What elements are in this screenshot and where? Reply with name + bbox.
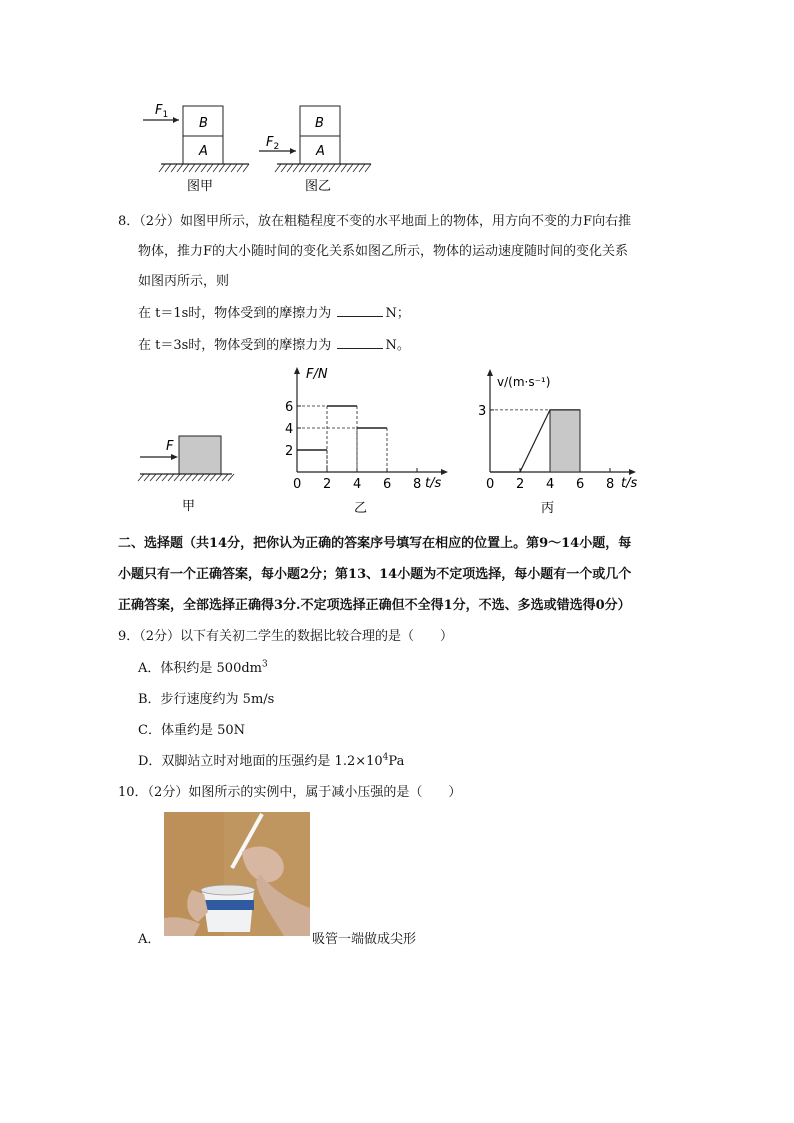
- y-tick-label-4: 4: [285, 422, 294, 437]
- section2-line3: 正确答案，全部选择正确得3分.不定项选择正确但不全得1分，不选、多选或错选得0分）: [118, 598, 631, 613]
- q9-option-d-text: D．双脚站立时对地面的压强约是 1.2×10: [138, 754, 383, 769]
- q9-option-a[interactable]: [138, 657, 268, 676]
- x-tick-label-6: 6: [383, 477, 392, 492]
- q10-option-a-label[interactable]: A．: [138, 932, 161, 947]
- x-tick-label-6: 6: [576, 477, 585, 492]
- blocks-figure: [135, 98, 385, 198]
- svg-text:A: A: [316, 144, 325, 159]
- x-axis-label: t/s: [621, 476, 638, 491]
- q9-option-c[interactable]: C．体重约是 50N: [138, 723, 245, 738]
- svg-text:A: A: [199, 144, 208, 159]
- x-tick-label-8: 8: [606, 477, 615, 492]
- q9-stem: 9．（2分）以下有关初二学生的数据比较合理的是（ ）: [118, 629, 454, 644]
- q9-option-d-sup: 4: [382, 752, 389, 763]
- x-tick-label-8: 8: [413, 477, 422, 492]
- q8-t3-prompt: 在 t＝3s时，物体受到的摩擦力为: [138, 338, 332, 353]
- q9-option-d-unit: Pa: [388, 754, 405, 769]
- x-tick-label-4: 4: [353, 477, 362, 492]
- figure-yi-blocks: [259, 106, 371, 172]
- caption-jia: 甲: [182, 499, 196, 514]
- x-tick-label-0: 0: [486, 477, 495, 492]
- y-axis-label: F/N: [306, 367, 328, 382]
- svg-text:B: B: [199, 116, 208, 131]
- q8-line4: [138, 302, 410, 321]
- straw-photo: [164, 812, 310, 936]
- q8-answer-blank-1[interactable]: [337, 306, 383, 317]
- q8-line2: 物体，推力F的大小随时间的变化关系如图乙所示，物体的运动速度随时间的变化关系: [138, 244, 629, 259]
- x-tick-label-2: 2: [323, 477, 332, 492]
- velocity-shaded-area: [550, 410, 580, 472]
- q9-option-d[interactable]: [138, 750, 404, 769]
- q8-line3: 如图丙所示，则: [138, 274, 230, 289]
- section2-line1: 二、选择题（共14分，把你认为正确的答案序号填写在相应的位置上。第9～14小题，每: [118, 536, 632, 551]
- x-tick-label-0: 0: [293, 477, 302, 492]
- figure-jia-blocks: [143, 103, 249, 172]
- q9-option-a-text: A．体积约是 500dm: [138, 661, 262, 676]
- force-f1-label: $F_1$: [155, 103, 169, 120]
- q8-t1-unit: N；: [385, 306, 410, 321]
- caption-tu-yi: 图乙: [305, 179, 332, 194]
- force-f-label: F: [166, 439, 174, 454]
- q8-answer-blank-2[interactable]: [337, 338, 383, 349]
- q9-option-b[interactable]: B．步行速度约为 5m/s: [138, 692, 275, 707]
- q10-stem: 10．（2分）如图所示的实例中，属于减小压强的是（ ）: [118, 785, 462, 800]
- y-tick-label-2: 2: [285, 444, 294, 459]
- y-tick-label-3: 3: [478, 403, 487, 419]
- q10-option-a-caption: 吸管一端做成尖形: [312, 932, 417, 947]
- x-axis-label: t/s: [425, 476, 442, 491]
- section2-line2: 小题只有一个正确答案，每小题2分；第13、14小题为不定项选择，每小题有一个或几个: [118, 567, 632, 582]
- x-tick-label-2: 2: [516, 477, 525, 492]
- force-f2-label: $F_2$: [266, 135, 280, 152]
- y-tick-label-6: 6: [285, 400, 294, 415]
- caption-bing: 丙: [541, 501, 555, 516]
- q8-line1: 8．（2分）如图甲所示，放在粗糙程度不变的水平地面上的物体，用方向不变的力F向右推: [118, 214, 632, 229]
- caption-tu-jia: 图甲: [187, 179, 214, 194]
- q8-line5: [138, 334, 410, 353]
- x-tick-label-4: 4: [546, 477, 555, 492]
- chart-force-time: [280, 362, 455, 522]
- svg-text:B: B: [315, 116, 324, 131]
- chart-velocity-time: [473, 362, 648, 522]
- y-axis-label: v/(m·s⁻¹): [497, 375, 551, 389]
- q8-t3-unit: N。: [385, 338, 410, 353]
- figure-jia: [136, 428, 246, 518]
- caption-yi: 乙: [354, 501, 368, 516]
- q8-t1-prompt: 在 t＝1s时，物体受到的摩擦力为: [138, 306, 332, 321]
- q9-option-a-sup: 3: [261, 659, 268, 670]
